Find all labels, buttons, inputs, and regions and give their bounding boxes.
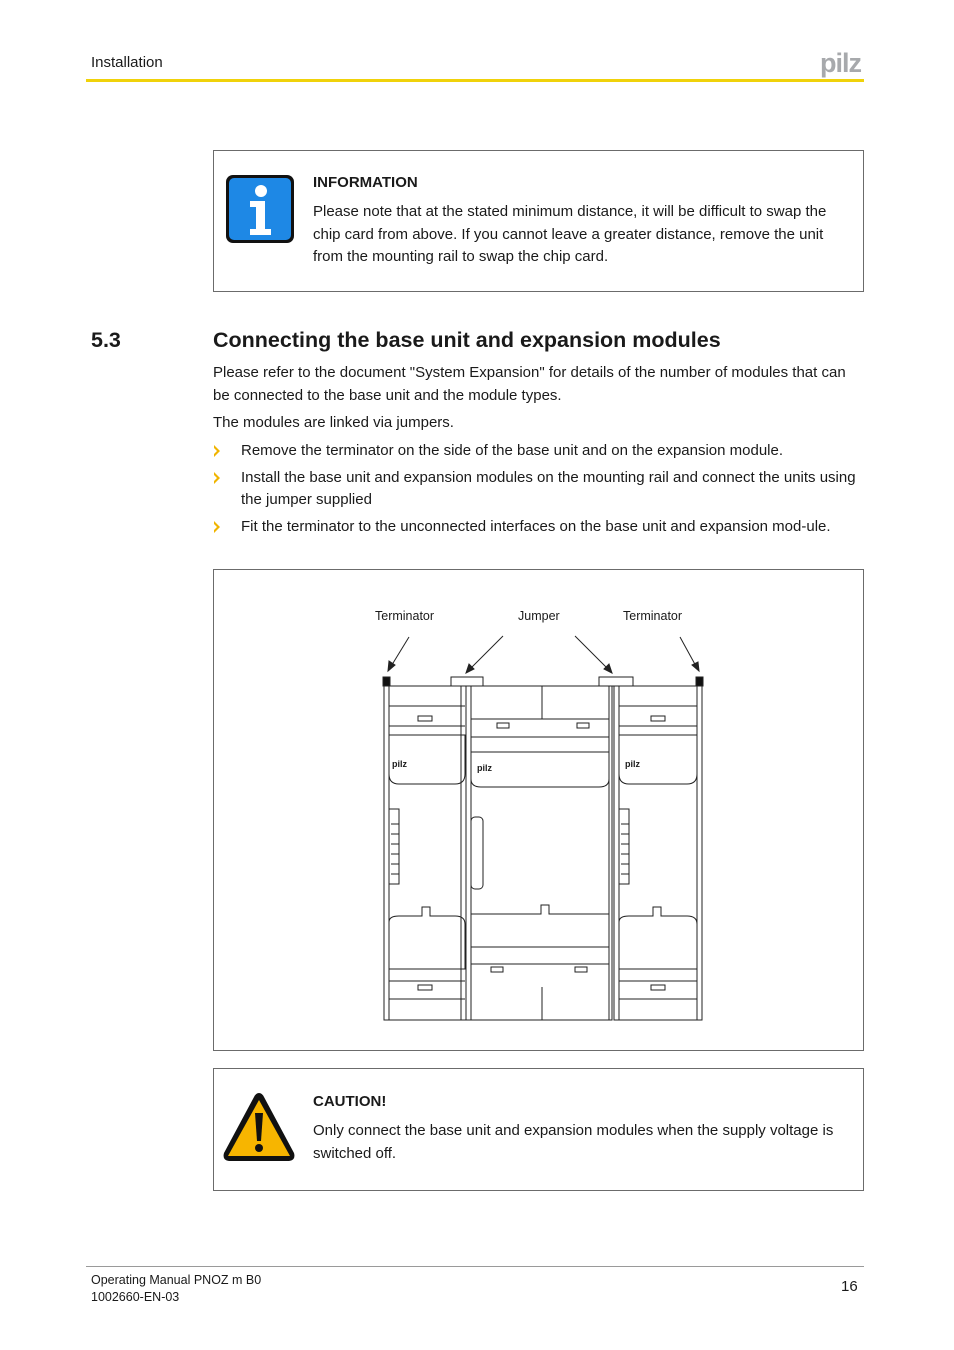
- step-text: Remove the terminator on the side of the base unit and on the expansion module.: [241, 442, 784, 459]
- left-module: [384, 686, 466, 1020]
- header-section-title: Installation: [91, 54, 163, 71]
- header-rule: [86, 79, 864, 82]
- warning-triangle-icon: [222, 1091, 296, 1163]
- list-item: [213, 467, 863, 512]
- arrow-terminator-left: [388, 637, 409, 671]
- bullet-arrow-icon: [213, 472, 221, 484]
- intro-paragraph: Please refer to the document "System Expansion" for details of the number of modules that can be connected to the base unit and the module types.: [213, 364, 846, 404]
- arrow-jumper-right: [575, 636, 612, 673]
- caution-title: CAUTION!: [313, 1093, 387, 1110]
- bullet-arrow-icon: [213, 445, 221, 457]
- info-icon: [225, 174, 295, 244]
- center-module: [466, 686, 612, 1020]
- list-item: [213, 516, 863, 539]
- right-module-brand: pilz: [625, 759, 640, 769]
- footer-document-number: 1002660-EN-03: [91, 1290, 180, 1304]
- linked-note: The modules are linked via jumpers.: [213, 414, 454, 431]
- section-title: Connecting the base unit and expansion modules: [213, 328, 721, 352]
- page-number: 16: [841, 1278, 858, 1295]
- footer-rule: [86, 1266, 864, 1267]
- left-module-brand: pilz: [392, 759, 407, 769]
- label-terminator-left: Terminator: [375, 609, 435, 623]
- list-item: [213, 440, 863, 463]
- bullet-arrow-icon: [213, 521, 221, 533]
- info-text: Please note that at the stated minimum distance, it will be difficult to swap the chip card from above. If you cannot leave a greater distance, remove the unit from the mounting rail to swap the chip card.: [313, 203, 827, 265]
- pilz-logo: [818, 48, 866, 78]
- terminator-right: [696, 677, 703, 686]
- info-title: INFORMATION: [313, 174, 418, 191]
- section-number: 5.3: [91, 328, 121, 352]
- center-module-brand: pilz: [477, 763, 492, 773]
- module-connection-diagram: [213, 569, 864, 1051]
- step-text: Install the base unit and expansion modules on the mounting rail and connect the units using the jumper supplied: [241, 468, 856, 508]
- label-jumper: Jumper: [518, 609, 560, 623]
- arrow-jumper-left: [466, 636, 503, 673]
- footer-manual-title: Operating Manual PNOZ m B0: [91, 1273, 262, 1287]
- arrow-terminator-right: [680, 637, 699, 671]
- step-text: Fit the terminator to the unconnected interfaces on the base unit and expansion mod-ule.: [241, 517, 831, 535]
- jumper-right: [599, 677, 633, 686]
- caution-text: Only connect the base unit and expansion modules when the supply voltage is switched off.: [313, 1122, 834, 1162]
- step-list: [213, 440, 863, 542]
- jumper-left: [451, 677, 483, 686]
- terminator-left: [383, 677, 390, 686]
- logo-text: pilz: [820, 48, 861, 78]
- right-module: [614, 686, 702, 1020]
- label-terminator-right: Terminator: [623, 609, 683, 623]
